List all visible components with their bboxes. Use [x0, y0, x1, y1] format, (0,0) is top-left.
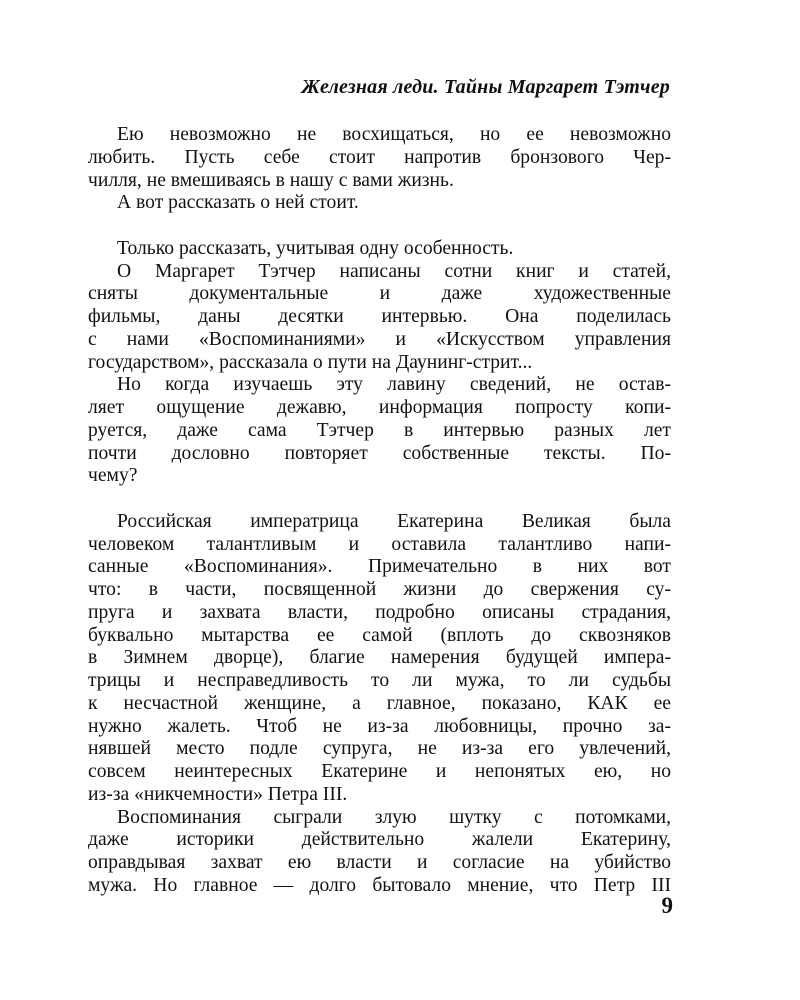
text-line: Российская императрица Екатерина Великая была [117, 510, 671, 532]
text-line: сняты документальные и даже художественные [88, 283, 671, 305]
text-line: буквально мытарства ее самой (вплоть до сквозняков [88, 624, 671, 646]
text-line: О Маргарет Тэтчер написаны сотни книг и статей, [117, 260, 671, 282]
text-line: государством», рассказала о пути на Даунинг-стрит... [88, 351, 533, 373]
running-header: Железная леди. Тайны Маргарет Тэтчер [301, 76, 670, 98]
text-line: из-за «никчемности» Петра III. [88, 783, 348, 805]
text-line: нявшей место подле супруга, не из-за его увлечений, [88, 738, 671, 760]
text-line: мужа. Но главное — долго бытовало мнение, что Петр III [88, 874, 671, 896]
text-line: Ею невозможно не восхищаться, но ее невозможно [117, 124, 671, 145]
text-line: Только рассказать, учитывая одну особенность. [117, 237, 514, 259]
text-line: человеком талантливым и оставила талантливо напи- [88, 533, 671, 555]
text-line: с нами «Воспоминаниями» и «Искусством управления [88, 328, 671, 350]
text-line: к несчастной женщине, а главное, показано, КАК ее [88, 692, 671, 714]
text-line: нужно жалеть. Чтоб не из-за любовницы, прочно за- [88, 715, 671, 737]
text-line: совсем неинтересных Екатерине и непонятых ею, но [88, 761, 671, 782]
text-line: в Зимнем дворце), благие намерения будущей импера- [88, 647, 671, 669]
text-line: даже историки действительно жалели Екатерину, [88, 829, 671, 851]
text-line: руется, даже сама Тэтчер в интервью разных лет [88, 419, 671, 441]
text-line: Воспоминания сыграли злую шутку с потомками, [117, 806, 671, 828]
text-line: оправдывая захват ею власти и согласие на убийство [88, 852, 671, 873]
paragraph-gap [88, 488, 671, 511]
page-number: 9 [661, 893, 673, 918]
text-line: любить. Пусть себе стоит напротив бронзового Чер- [88, 146, 671, 168]
text-line: почти дословно повторяет собственные тексты. По- [88, 442, 671, 464]
text-line: ляет ощущение дежавю, информация попросту копи- [88, 397, 671, 418]
text-line: санные «Воспоминания». Примечательно в них вот [88, 556, 671, 578]
text-line: чилля, не вмешиваясь в нашу с вами жизнь. [88, 169, 454, 191]
text-line: что: в части, посвященной жизни до свержения су- [88, 579, 671, 600]
text-line: А вот рассказать о ней стоит. [117, 192, 359, 214]
paragraph-gap [88, 215, 671, 238]
text-line: трицы и несправедливость то ли мужа, то ли судьбы [88, 670, 671, 691]
text-line: фильмы, даны десятки интервью. Она поделилась [88, 306, 671, 327]
text-line: пруга и захвата власти, подробно описаны страдания, [88, 601, 671, 623]
text-line: Но когда изучаешь эту лавину сведений, не остав- [117, 374, 671, 396]
body-text [88, 124, 671, 898]
text-line: чему? [88, 465, 138, 487]
